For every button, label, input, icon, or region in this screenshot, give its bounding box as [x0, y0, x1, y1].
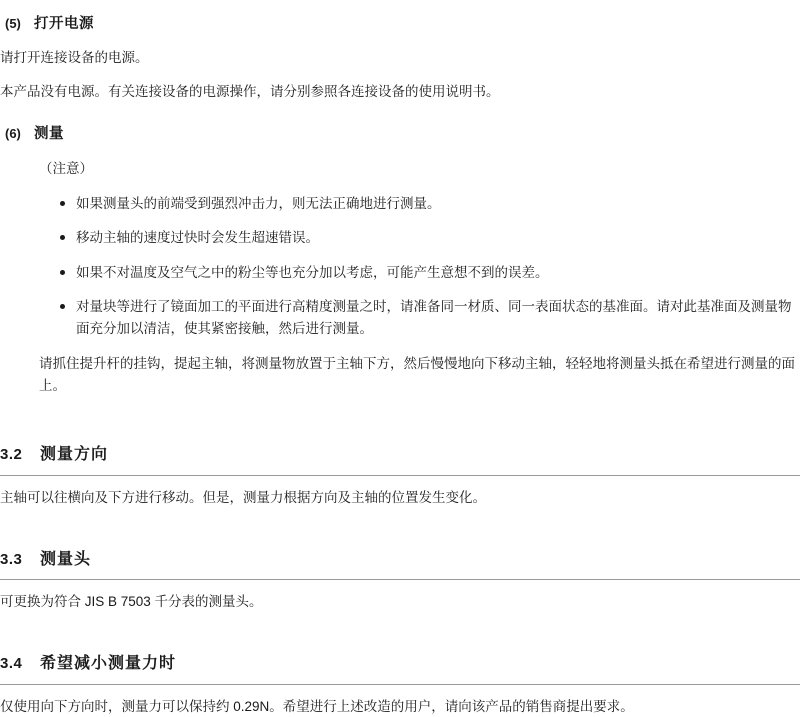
- section-title: 希望减小测量力时: [40, 654, 177, 672]
- section-number: 3.2: [0, 446, 23, 464]
- step-closing-paragraph: 请抓住提升杆的挂钩，提起主轴，将测量物放置于主轴下方，然后慢慢地向下移动主轴，轻轻地将测量头抵在希望进行测量的面上。: [39, 355, 795, 393]
- list-item-text: 移动主轴的速度过快时会发生超速错误。: [76, 230, 319, 246]
- section-heading: [0, 443, 800, 475]
- bullet-dot-icon: [60, 201, 65, 206]
- list-item: [58, 296, 800, 339]
- note-label: （注意）: [39, 160, 93, 176]
- spacer: [0, 103, 800, 123]
- list-item-text: 对量块等进行了镜面加工的平面进行高精度测量之时，请准备同一材质、同一表面状态的基准面。请对此基准面及测量物面充分加以清洁，使其紧密接触，然后进行测量。: [76, 299, 792, 337]
- caution-list: [58, 193, 800, 340]
- spacer: [0, 69, 800, 82]
- section-body: 主轴可以往横向及下方进行移动。但是，测量力根据方向及主轴的位置发生变化。: [0, 490, 486, 505]
- step-paragraph: 本产品没有电源。有关连接设备的电源操作，请分别参照各连接设备的使用说明书。: [0, 84, 500, 100]
- section-number: 3.3: [0, 550, 23, 568]
- section-3-4: [0, 652, 800, 717]
- spacer-top: [0, 0, 800, 13]
- section-body: 仅使用向下方向时，测量力可以保持约 0.29N。希望进行上述改造的用户，请向该产品的销售商提出要求。: [0, 698, 634, 714]
- section-heading: [0, 652, 800, 684]
- step-title: 测量: [34, 126, 64, 143]
- spacer: [0, 613, 800, 639]
- spacer: [0, 509, 800, 535]
- step-number: (5): [5, 16, 21, 31]
- step-item: [0, 13, 800, 35]
- section-divider: [0, 579, 800, 580]
- section-title: 测量方向: [40, 446, 109, 464]
- bullet-dot-icon: [60, 270, 65, 275]
- list-item: [58, 193, 800, 215]
- list-item-text: 如果测量头的前端受到强烈冲击力，则无法正确地进行测量。: [76, 195, 441, 211]
- spacer: [0, 423, 800, 443]
- step-title: 打开电源: [34, 16, 94, 32]
- section-divider: [0, 475, 800, 476]
- bullet-dot-icon: [60, 304, 65, 309]
- spacer: [0, 146, 800, 159]
- spacer: [0, 639, 800, 652]
- section-3-2: [0, 443, 800, 508]
- step-paragraph: 请打开连接设备的电源。: [0, 50, 149, 66]
- step-item: [0, 123, 800, 145]
- section-title: 测量头: [40, 550, 92, 568]
- section-number: 3.4: [0, 654, 23, 672]
- spacer: [0, 35, 800, 48]
- bullet-dot-icon: [60, 235, 65, 240]
- spacer: [0, 535, 800, 548]
- spacer: [0, 397, 800, 423]
- section-heading: [0, 548, 800, 580]
- section-divider: [0, 684, 800, 685]
- list-item-text: 如果不对温度及空气之中的粉尘等也充分加以考虑，可能产生意想不到的误差。: [76, 264, 549, 280]
- step-number: (6): [5, 126, 21, 142]
- section-body: 可更换为符合 JIS B 7503 千分表的测量头。: [0, 594, 263, 610]
- list-item: [58, 227, 800, 249]
- section-3-3: [0, 548, 800, 613]
- spacer: [0, 180, 800, 193]
- list-item: [58, 262, 800, 284]
